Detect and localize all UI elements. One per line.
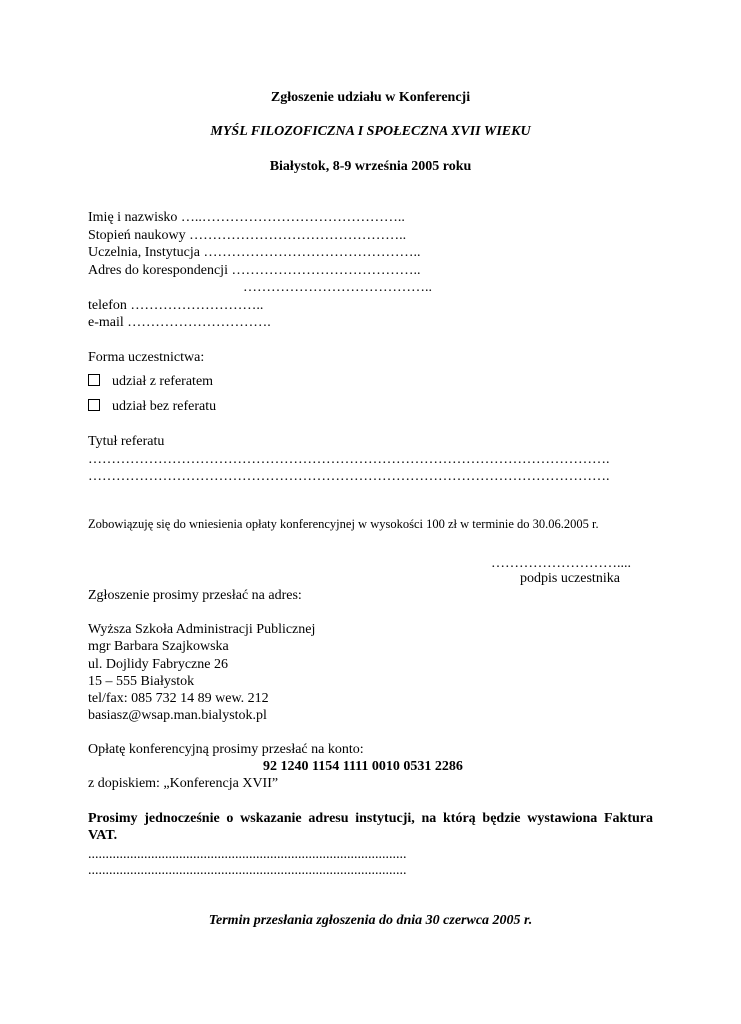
phone-field: telefon ……………………….. xyxy=(88,298,264,313)
signature-line: ……………………….... xyxy=(491,556,631,571)
paper-title-heading: Tytuł referatu xyxy=(88,434,165,449)
address-line: ul. Dojlidy Fabryczne 26 xyxy=(88,657,228,672)
address-line: tel/fax: 085 732 14 89 wew. 212 xyxy=(88,691,269,706)
address-field: Adres do korespondencji ………………………………….. xyxy=(88,263,421,278)
participation-heading: Forma uczestnictwa: xyxy=(88,350,205,365)
paper-title-line: …………………………………………………………………………………………………. xyxy=(88,469,610,484)
checkbox-icon xyxy=(88,374,100,386)
form-title: Zgłoszenie udziału w Konferencji xyxy=(270,90,471,105)
address-field-continuation: ………………………………….. xyxy=(243,280,432,295)
paper-title-line: …………………………………………………………………………………………………. xyxy=(88,452,610,467)
address-line: mgr Barbara Szajkowska xyxy=(88,639,229,654)
invoice-address-line: ........................................................................................... xyxy=(88,847,407,862)
fee-statement: Zobowiązuję się do wniesienia opłaty konferencyjnej w wysokości 100 zł w terminie do 30.06.2005 r. xyxy=(88,517,599,531)
institution-field: Uczelnia, Instytucja ……………………………………….. xyxy=(88,245,421,260)
degree-field: Stopień naukowy ……………………………………….. xyxy=(88,228,407,243)
invoice-request: Prosimy jednocześnie o wskazanie adresu instytucji, na którą będzie wystawiona Faktura VAT. xyxy=(88,811,653,843)
signature-label: podpis uczestnika xyxy=(520,571,620,586)
checkbox-icon xyxy=(88,399,100,411)
option-label: udział bez referatu xyxy=(112,399,217,414)
address-line: Wyższa Szkoła Administracji Publicznej xyxy=(88,622,316,637)
invoice-address-line: ........................................................................................... xyxy=(88,863,407,878)
address-line: 15 – 555 Białystok xyxy=(88,674,195,689)
submission-deadline: Termin przesłania zgłoszenia do dnia 30 czerwca 2005 r. xyxy=(208,913,533,928)
email-field: e-mail …………………………. xyxy=(88,315,271,330)
payment-heading: Opłatę konferencyjną prosimy przesłać na konto: xyxy=(88,742,364,757)
name-field: Imię i nazwisko …..…………………………………….. xyxy=(88,210,405,225)
participation-option-with-paper xyxy=(88,373,213,390)
send-to-heading: Zgłoszenie prosimy przesłać na adres: xyxy=(88,588,302,603)
bank-account-number: 92 1240 1154 1111 0010 0531 2286 xyxy=(263,759,463,774)
participation-option-without-paper xyxy=(88,398,216,415)
contact-email: basiasz@wsap.man.bialystok.pl xyxy=(88,708,267,723)
conference-title: MYŚL FILOZOFICZNA I SPOŁECZNA XVII WIEKU xyxy=(210,124,531,139)
option-label: udział z referatem xyxy=(112,374,214,389)
payment-note: z dopiskiem: „Konferencja XVII” xyxy=(88,776,279,791)
conference-place-date: Białystok, 8-9 września 2005 roku xyxy=(269,159,472,174)
